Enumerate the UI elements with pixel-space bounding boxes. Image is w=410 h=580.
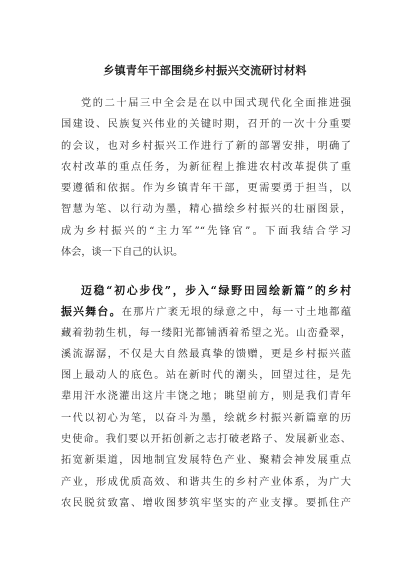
paragraph-line: 史使命。我们要以开拓创新之志打破老路子、发展新业态、 <box>61 434 351 446</box>
paragraph-line: 体会，谈一下自己的认识。 <box>61 247 184 259</box>
intro-paragraph <box>61 93 351 263</box>
paragraph-line: 智慧为笔、以行动为墨，精心描绘乡村振兴的壮丽图景， <box>61 204 351 216</box>
paragraph-line: 拓宽新渠道，因地制宜发展特色产业、聚精会神发展重点 <box>61 455 351 467</box>
paragraph-line: 产业，形成优质高效、和谐共生的乡村产业体系，为广大 <box>61 476 351 488</box>
paragraph-line: 藏着勃勃生机，每一缕阳光都铺洒着希望之光。山峦叠翠， <box>61 327 351 339</box>
paragraph-line: 溪流潺潺，不仅是大自然最真挚的馈赠，更是乡村振兴蓝 <box>61 348 351 360</box>
paragraph-text: 在那片广袤无垠的绿意之中，每一寸土地都蕴 <box>121 307 352 319</box>
paragraph-line: 国建设、民族复兴伟业的关键时期，召开的一次十分重要 <box>61 119 351 131</box>
paragraph-line: 的会议，也对乡村振兴工作进行了新的部署安排，明确了 <box>61 140 351 152</box>
paragraph-line: 农民脱贫致富、增收图梦筑牢坚实的产业支撑。要抓住产 <box>61 497 351 509</box>
document-title: 乡镇青年干部围绕乡村振兴交流研讨材料 <box>103 64 307 77</box>
paragraph-line <box>61 301 351 322</box>
section-heading-line <box>61 280 351 301</box>
paragraph-line: 一代以初心为笔，以奋斗为墨，绘就乡村振兴新篇章的历 <box>61 412 351 424</box>
paragraph-line: 辈用汗水浇灌出这片丰饶之地；眺望前方，则是我们青年 <box>61 391 351 403</box>
section-heading: 迈稳“初心步伐”，步入“绿野田园绘新篇”的乡村 <box>81 284 351 297</box>
paragraph-line: 图上最动人的底色。站在新时代的潮头，回望过往，是先 <box>61 370 351 382</box>
paragraph-line: 要遵循和依据。作为乡镇青年干部，更需要勇于担当，以 <box>61 183 351 195</box>
section-paragraph <box>61 280 351 514</box>
paragraph-line: 成为乡村振兴的“主力军”“先锋官”。下面我结合学习 <box>61 225 351 237</box>
paragraph-line: 农村改革的重点任务，为新征程上推进农村改革提供了重 <box>61 161 351 173</box>
paragraph-line: 党的二十届三中全会是在以中国式现代化全面推进强 <box>81 98 351 109</box>
section-heading-continued: 振兴舞台。 <box>61 305 122 319</box>
